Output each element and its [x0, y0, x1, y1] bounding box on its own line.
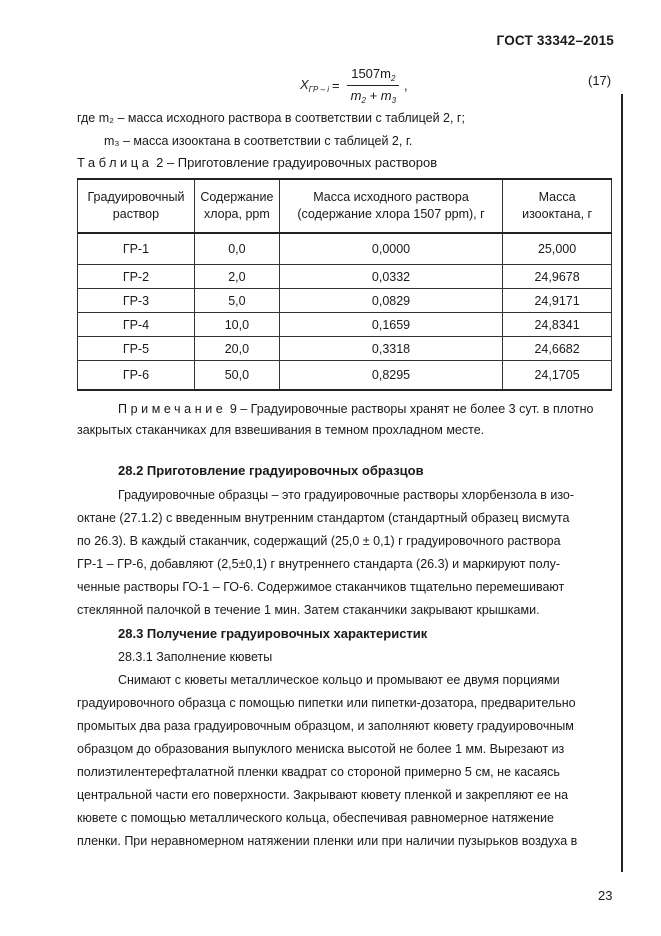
col-header: Масса изооктана, г — [503, 179, 612, 233]
col-header: Масса исходного раствора (содержание хлора 1507 ppm), г — [279, 179, 502, 233]
formula-17: $X_{ГР - i}$ = $\frac{1507m_2}{m_2 + m_3}$ , — [300, 66, 408, 105]
paragraph-line: центральной части его поверхности. Закрывают кювету пленкой и закрепляют ее на — [77, 788, 569, 802]
table-caption: Таблица 2 – Приготовление градуировочных растворов — [77, 155, 438, 170]
paragraph-line: кювете с помощью металлического кольца, обеспечивая равномерное натяжение — [77, 811, 554, 825]
table-row: ГР-5 20,0 0,3318 24,6682 — [78, 337, 612, 361]
table-row: ГР-1 0,0 0,0000 25,000 — [78, 233, 612, 265]
paragraph-line: стеклянной палочкой в течение 1 мин. Затем стаканчики закрывают крышками. — [77, 603, 540, 617]
subsection-heading-28-3-1: 28.3.1 Заполнение кюветы — [118, 650, 273, 664]
equation-number: (17) — [588, 73, 612, 88]
paragraph-line: Снимают с кюветы металлическое кольцо и промывают ее двумя порциями — [118, 673, 560, 687]
standard-number: ГОСТ 33342–2015 — [496, 33, 614, 48]
note-line-2: закрытых стаканчиках для взвешивания в темном прохладном месте. — [77, 423, 485, 437]
paragraph-line: пленки. При неравномерном натяжении пленки или при наличии пузырьков воздуха в — [77, 834, 578, 848]
table-row: ГР-6 50,0 0,8295 24,1705 — [78, 361, 612, 391]
paragraph-line: полиэтилентерефталатной пленки квадрат со стороной примерно 5 см, не касаясь — [77, 765, 560, 779]
note-line-1: Примечание 9 – Градуировочные растворы хранят не более 3 сут. в плотно — [118, 402, 594, 416]
paragraph-line: образцом до образования выпуклого мениска высотой не более 1 мм. Вырезают из — [77, 742, 565, 756]
table-row: ГР-4 10,0 0,1659 24,8341 — [78, 313, 612, 337]
where-line-1: где m₂ – масса исходного раствора в соответствии с таблицей 2, г; — [77, 111, 465, 125]
formula-fraction: $\frac{1507m_2}{m_2 + m_3}$ — [347, 66, 400, 105]
calibration-table — [77, 178, 612, 391]
paragraph-line: октане (27.1.2) с введенным внутренним стандартом (стандартный образец висмута — [77, 511, 570, 525]
formula-lhs: $X_{ГР - i}$ — [300, 77, 330, 94]
paragraph-line: промытых два раза градуировочным образцом, и заполняют кювету градуировочным — [77, 719, 574, 733]
paragraph-line: ченные растворы ГО-1 – ГО-6. Содержимое стаканчиков тщательно перемешивают — [77, 580, 565, 594]
col-header: Градуировочный раствор — [78, 179, 195, 233]
page-number: 23 — [598, 888, 613, 903]
table-row: ГР-2 2,0 0,0332 24,9678 — [78, 265, 612, 289]
section-heading-28-3: 28.3 Получение градуировочных характеристик — [118, 626, 428, 641]
section-heading-28-2: 28.2 Приготовление градуировочных образцов — [118, 463, 424, 478]
revision-bar — [621, 94, 623, 872]
paragraph-line: ГР-1 – ГР-6, добавляют (2,5±0,1) г внутреннего стандарта (26.3) и маркируют полу- — [77, 557, 561, 571]
formula-equals: = — [332, 78, 340, 93]
paragraph-line: градуировочного образца с помощью пипетки или пипетки-дозатора, предварительно — [77, 696, 576, 710]
table-row: ГР-3 5,0 0,0829 24,9171 — [78, 289, 612, 313]
where-line-2: m₃ – масса изооктана в соответствии с таблицей 2, г. — [104, 134, 413, 148]
table-header-row — [78, 179, 612, 233]
col-header: Содержание хлора, ppm — [194, 179, 279, 233]
paragraph-line: по 26.3). В каждый стаканчик, содержащий (25,0 ± 0,1) г градуировочного раствора — [77, 534, 561, 548]
paragraph-line: Градуировочные образцы – это градуировочные растворы хлорбензола в изо- — [118, 488, 575, 502]
